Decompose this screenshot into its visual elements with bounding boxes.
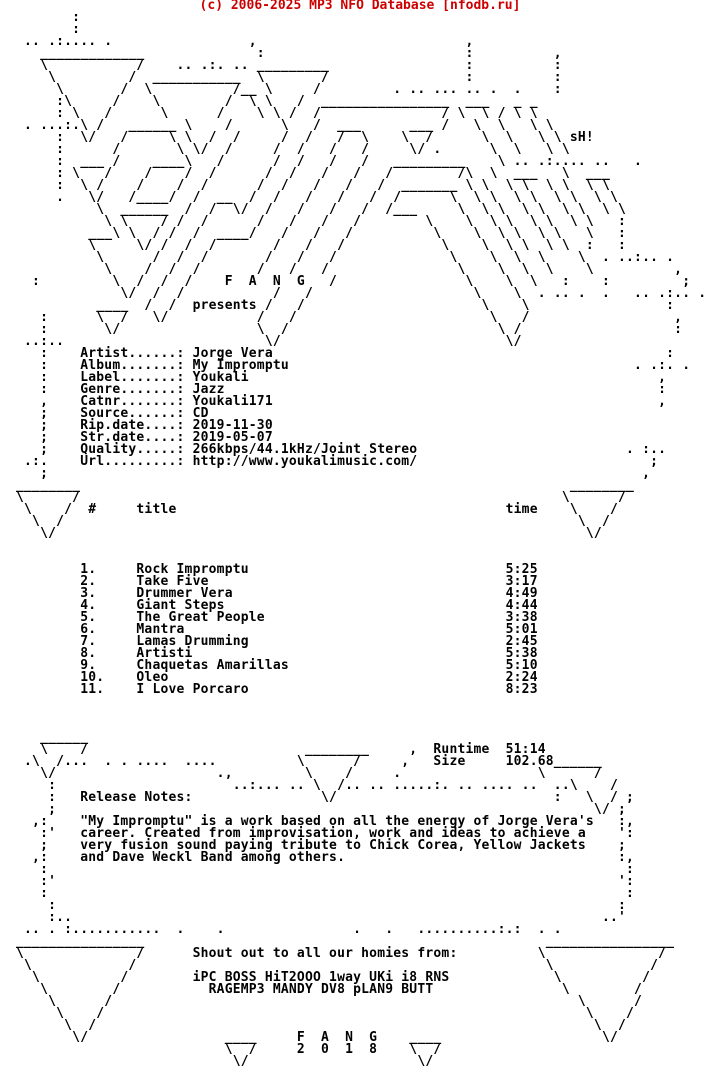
nfo-ascii-document: : : .. .:.... . , , _____________ : : , \ / .. .:. .. _________ : : \ / ___________ \ / : : \ / \ /__ \ / . .. ... .. . . : :\ / \ / \ \ / ________________ ___ _ _ : \ / \ / \ \ / / / \ \ / \ \ . ...:.\ / ______ \ / \ / ___ ___ / \ \ \ \ : \/ / \ \ / / / / / \ \ / \ \ \ \ sH! : / \ \/ / / / / / \/ . \ \ \ \ : ___ / ____\ / / / / / _________ \ .. .:.... .. . : \ / / / / / / / / / /\ \ ___ \ ___ : \ / / / / / / / / / _______ \ \ \ \ \ \ \ \ . \/ /____/ / __ / / / / / / \ \ \ \ \ \ \ \ \ \ ______ / / \/ / / / / /___ \ \ \ \ \ \ \ \ \ \ \ / / / / / / / \ \ \ \ \ \ \ \ : ___\ \ / / / ____/ / / / \ \ \ \ \ \ \ : \ \/ / / / / / / \ \ \ \ \ \ : : \ / / / / / / \ \ \ \ \ . ..:.. . \ / / / / / / \ \ \ \ \ , : \ / / / F A N G / \ \ \ : : ; \/ / / / / \ \ . .. . . .. .:.. . ____ / / presents / / \ \ : : \ / \/ / / \ / , : \/ \ / \ / : ..:.. \/ \/ : Artist......: Jorge Vera : : Album.......: My Impromptu . .:. . : Label.......: Youkali , : Genre.......: Jazz : , Catnr.......: Youkali171 , ; Source......: CD ; Rip.date....: 2019-11-30 ; Str.date....: 2019-05-07 ; Quality.....: 266kbps/44.1kHz/Joint Stereo . :.. .:. Url.........: http://www.youkalimusic.com/ ; ; , ________ ________ \ / \ / \ / # title time \ / \ / \ / \/ \/ 1. Rock Impromptu 5:25 2. Take Five 3:17 3. Drummer Vera 4:49 4. Giant Steps 4:44 5. The Great People 3:38 6. Mantra 5:01 7. Lamas Drumming 2:45 8. Artisti 5:38 9. Chaquetas Amarillas 5:10 10. Oleo 2:24 11. I Love Porcaro 8:23 ______ \ / ________ , Runtime 51:14 .\ /... . . .... .... \ / , Size 102.68______ \/ ., \ / . \ / : ..:... .. \ /.. .. .....:. .. .... .. ..\ / : Release Notes: \/ : \ / ; ; \/ ; ,: "My Impromptu" is a work based on all the energy of Jorge Vera's :, :' career. Created from improvisation, work and ideas to achieve a ': ; very fusion sound paying tribute to Chick Corea, Yellow Jackets ; ,: and Dave Weckl Band among others. :, : : :' ': : : : : :.. ..' .. . :........... . . . . ..........:.: . . ________________ ________________ \ / Shout out to all our homies from: \ / \ / \ / \ / iPC BOSS HiT2OOO 1way UKi i8 RNS \ / \ / RAGEMP3 MANDY DV8 pLAN9 BUTT \ / \ / \ / \ / \ / \ / \ / \/ ____ F A N G ____ \/ \ / 2 0 1 8 \ / \/ \/	[16, 10, 707, 1069]
source-header: (c) 2006-2025 MP3 NFO Database [nfodb.ru]	[199, 0, 521, 13]
